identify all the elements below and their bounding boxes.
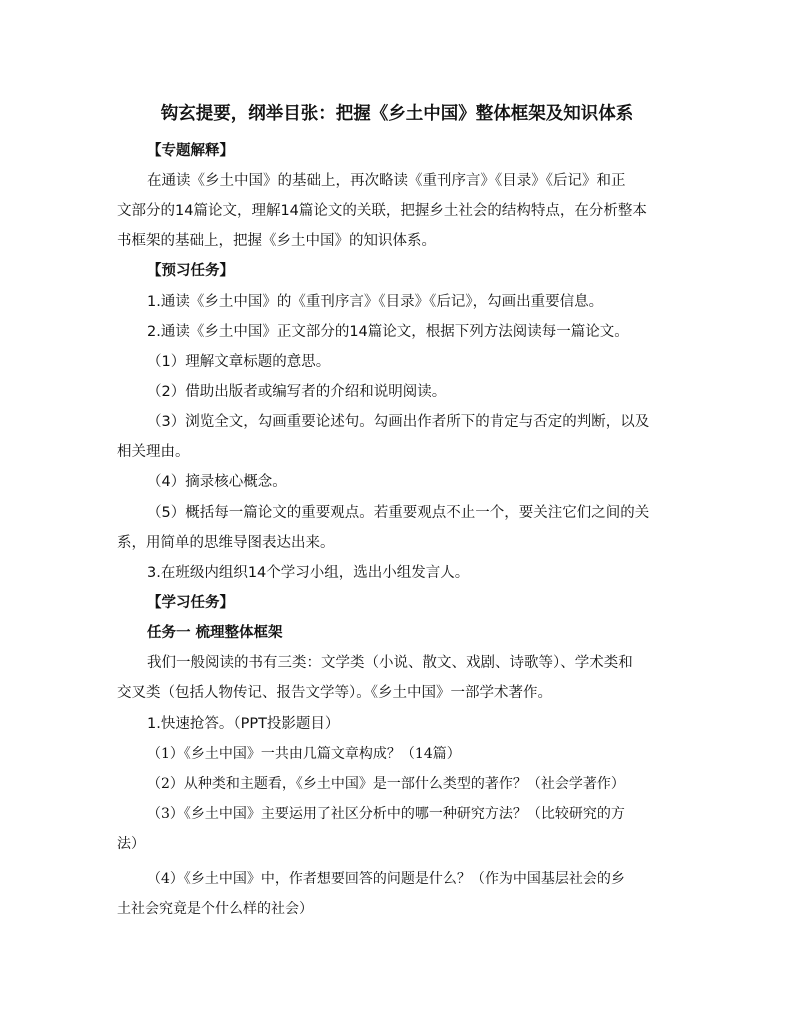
paragraph-line: 在通读《乡土中国》的基础上，再次略读《重刊序言》《目录》《后记》和正 <box>147 173 626 189</box>
section-heading-explanation: 【专题解释】 <box>147 143 234 159</box>
list-item-continuation: 相关理由。 <box>117 444 190 460</box>
question-item: （3）《乡土中国》主要运用了社区分析中的哪一种研究方法？（比较研究的方 <box>147 806 625 822</box>
question-item: （4）《乡土中国》中，作者想要回答的问题是什么？（作为中国基层社会的乡 <box>147 871 625 887</box>
list-item: 2.通读《乡土中国》正文部分的14篇论文，根据下列方法阅读每一篇论文。 <box>147 324 629 340</box>
paragraph-line: 交叉类（包括人物传记、报告文学等）。《乡土中国》一部学术著作。 <box>117 685 552 701</box>
question-item: （1）《乡土中国》一共由几篇文章构成？（14篇） <box>147 746 461 762</box>
list-item: （3）浏览全文，勾画重要论述句。勾画出作者所下的肯定与否定的判断，以及 <box>147 414 650 430</box>
list-item-continuation: 系，用简单的思维导图表达出来。 <box>117 535 335 551</box>
list-item: （1）理解文章标题的意思。 <box>147 354 331 370</box>
question-item-continuation: 土社会究竟是个什么样的社会） <box>117 901 313 917</box>
question-item: （2）从种类和主题看，《乡土中国》是一部什么类型的著作？（社会学著作） <box>147 776 625 792</box>
paragraph-line: 文部分的14篇论文，理解14篇论文的关联，把握乡土社会的结构特点，在分析整本 <box>117 203 647 219</box>
list-item: 3.在班级内组织14个学习小组，选出小组发言人。 <box>147 565 470 581</box>
section-heading-preview: 【预习任务】 <box>147 263 234 279</box>
list-item: （4）摘录核心概念。 <box>147 474 287 490</box>
page-title: 钩玄提要，纲举目张：把握《乡土中国》整体框架及知识体系 <box>160 104 634 124</box>
section-heading-learning: 【学习任务】 <box>147 595 234 611</box>
paragraph-line: 我们一般阅读的书有三类：文学类（小说、散文、戏剧、诗歌等）、学术类和 <box>147 655 633 671</box>
list-item: 1.快速抢答。（PPT投影题目） <box>147 716 340 732</box>
list-item: 1.通读《乡土中国》的《重刊序言》《目录》《后记》，勾画出重要信息。 <box>147 294 604 310</box>
question-item-continuation: 法） <box>117 836 145 852</box>
list-item: （2）借助出版者或编写者的介绍和说明阅读。 <box>147 384 447 400</box>
task-heading: 任务一 梳理整体框架 <box>147 625 283 641</box>
paragraph-line: 书框架的基础上，把握《乡土中国》的知识体系。 <box>117 233 436 249</box>
list-item: （5）概括每一篇论文的重要观点。若重要观点不止一个，要关注它们之间的关 <box>147 505 650 521</box>
